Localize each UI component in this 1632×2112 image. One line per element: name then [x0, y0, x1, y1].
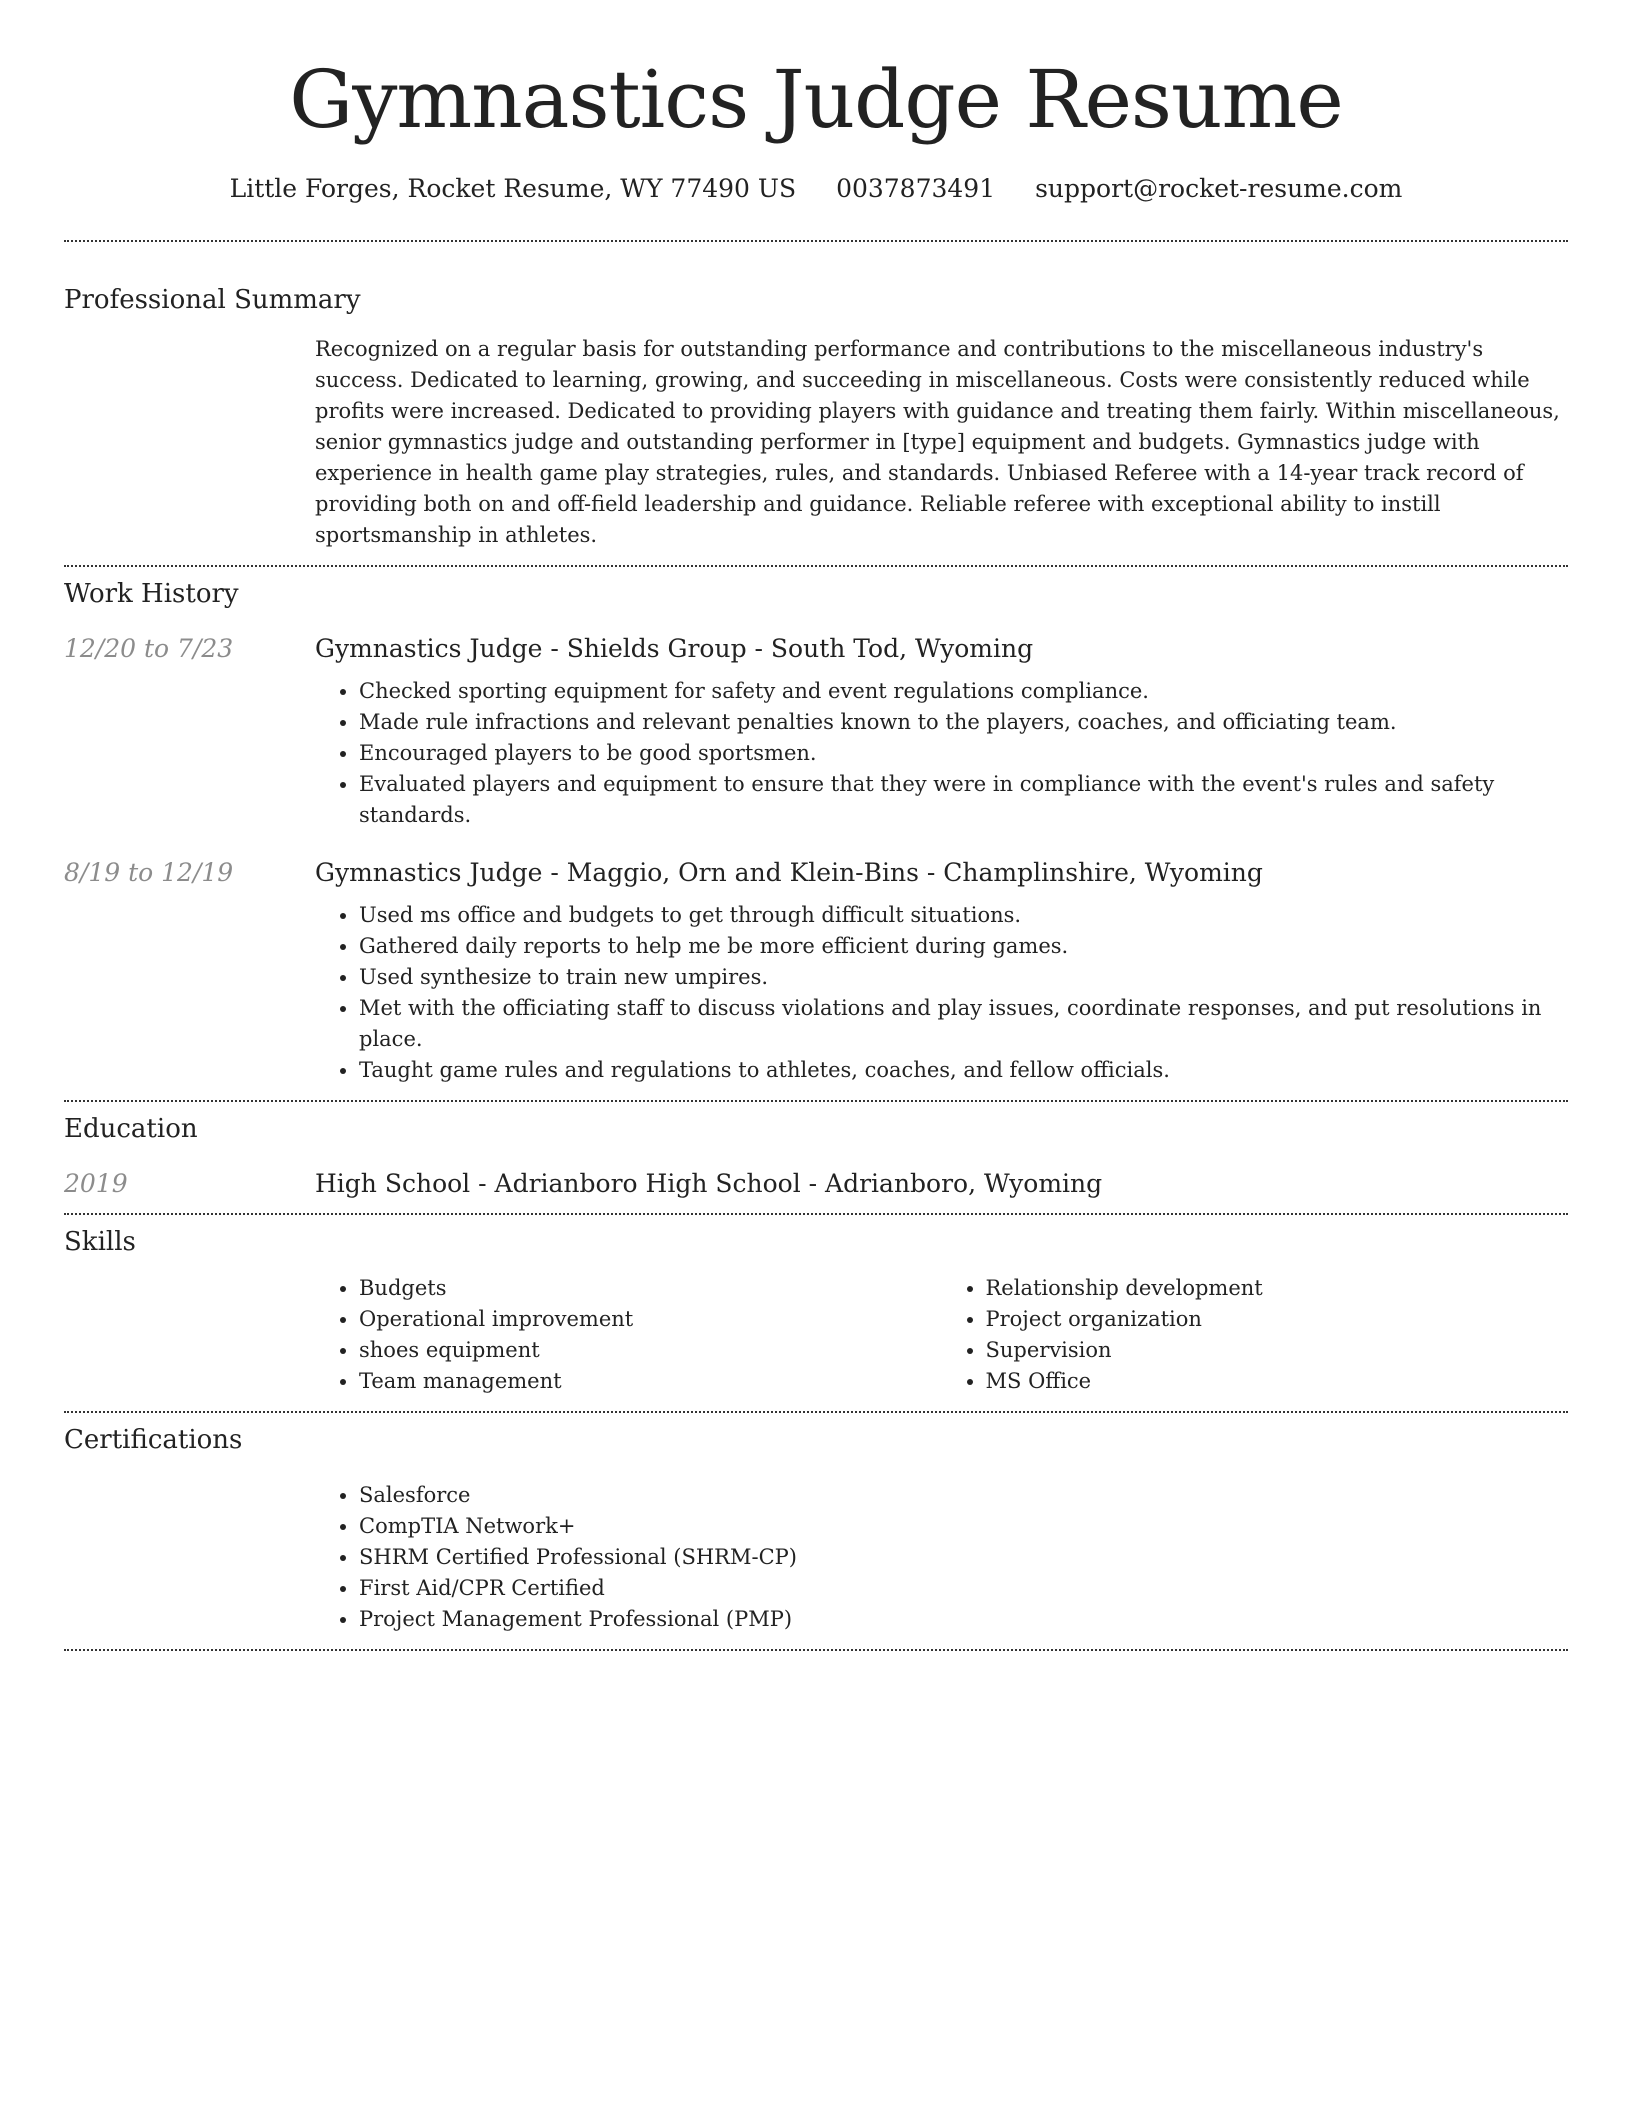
divider	[64, 240, 1568, 242]
contact-line	[64, 174, 1568, 203]
list-item: • Made rule infractions and relevant penalties known to the players, coaches, and officiating team.	[359, 707, 1568, 738]
list-item: • shoes equipment	[359, 1335, 942, 1366]
list-item: • Project organization	[986, 1304, 1569, 1335]
job-heading: Gymnastics Judge - Shields Group - South Tod, Wyoming	[315, 634, 1034, 663]
section-title-skills: Skills	[64, 1227, 136, 1257]
job-bullets	[315, 900, 1568, 1086]
section-title-education: Education	[64, 1114, 198, 1144]
contact-address: Little Forges, Rocket Resume, WY 77490 US	[229, 174, 797, 203]
education-heading: High School - Adrianboro High School - Adrianboro, Wyoming	[315, 1169, 1103, 1198]
divider	[64, 1213, 1568, 1215]
resume-title: Gymnastics Judge Resume	[289, 53, 1343, 146]
contact-phone: 0037873491	[836, 174, 996, 203]
list-item: • SHRM Certified Professional (SHRM-CP)	[359, 1542, 1568, 1573]
divider	[64, 1649, 1568, 1651]
list-item: • Salesforce	[359, 1480, 1568, 1511]
job-dates: 12/20 to 7/23	[64, 634, 234, 663]
list-item: • Relationship development	[986, 1273, 1569, 1304]
job-entry	[64, 858, 1568, 1086]
education-entry	[64, 1169, 1568, 1198]
list-item: • Checked sporting equipment for safety and event regulations compliance.	[359, 676, 1568, 707]
section-title-summary: Professional Summary	[64, 285, 361, 315]
list-item: • Gathered daily reports to help me be more efficient during games.	[359, 931, 1568, 962]
skills-list-right	[942, 1273, 1569, 1397]
list-item: • Operational improvement	[359, 1304, 942, 1335]
list-item: • Taught game rules and regulations to athletes, coaches, and fellow officials.	[359, 1055, 1568, 1086]
certifications-list	[315, 1480, 1568, 1635]
divider	[64, 1100, 1568, 1102]
list-item: • First Aid/CPR Certified	[359, 1573, 1568, 1604]
education-year: 2019	[64, 1169, 128, 1198]
list-item: • Met with the officiating staff to discuss violations and play issues, coordinate responses, and put resolutions in place.	[359, 993, 1568, 1055]
list-item: • Project Management Professional (PMP)	[359, 1604, 1568, 1635]
job-dates: 8/19 to 12/19	[64, 858, 234, 887]
job-heading: Gymnastics Judge - Maggio, Orn and Klein-Bins - Champlinshire, Wyoming	[315, 858, 1263, 887]
skills-list-left	[315, 1273, 942, 1397]
divider	[64, 565, 1568, 567]
certifications-row	[64, 1480, 1568, 1635]
contact-email: support@rocket-resume.com	[1035, 174, 1403, 203]
list-item: • Used ms office and budgets to get through difficult situations.	[359, 900, 1568, 931]
list-item: • Supervision	[986, 1335, 1569, 1366]
job-bullets	[315, 676, 1568, 831]
list-item: • Used synthesize to train new umpires.	[359, 962, 1568, 993]
list-item: • Budgets	[359, 1273, 942, 1304]
divider	[64, 1411, 1568, 1413]
section-title-certifications: Certifications	[64, 1425, 243, 1455]
section-title-work-history: Work History	[64, 579, 239, 609]
skills-row	[64, 1273, 1568, 1397]
list-item: • Evaluated players and equipment to ensure that they were in compliance with the event's rules and safety standards.	[359, 769, 1568, 831]
list-item: • CompTIA Network+	[359, 1511, 1568, 1542]
list-item: • MS Office	[986, 1366, 1569, 1397]
list-item: • Team management	[359, 1366, 942, 1397]
summary-row	[64, 334, 1568, 551]
job-entry	[64, 634, 1568, 831]
list-item: • Encouraged players to be good sportsmen.	[359, 738, 1568, 769]
summary-text: Recognized on a regular basis for outstanding performance and contributions to the miscellaneous industry's success. Dedicated to learning, growing, and succeeding in miscellaneous. Costs were consistently reduced while profits were increased. Dedicated to providing players with guidance and treating them fairly. Within miscellaneous, senior gymnastics judge and outstanding performer in [type] equipment and budgets. Gymnastics judge with experience in health game play strategies, rules, and standards. Unbiased Referee with a 14-year track record of providing both on and off-field leadership and guidance. Reliable referee with exceptional ability to instill sportsmanship in athletes.	[315, 337, 1560, 547]
